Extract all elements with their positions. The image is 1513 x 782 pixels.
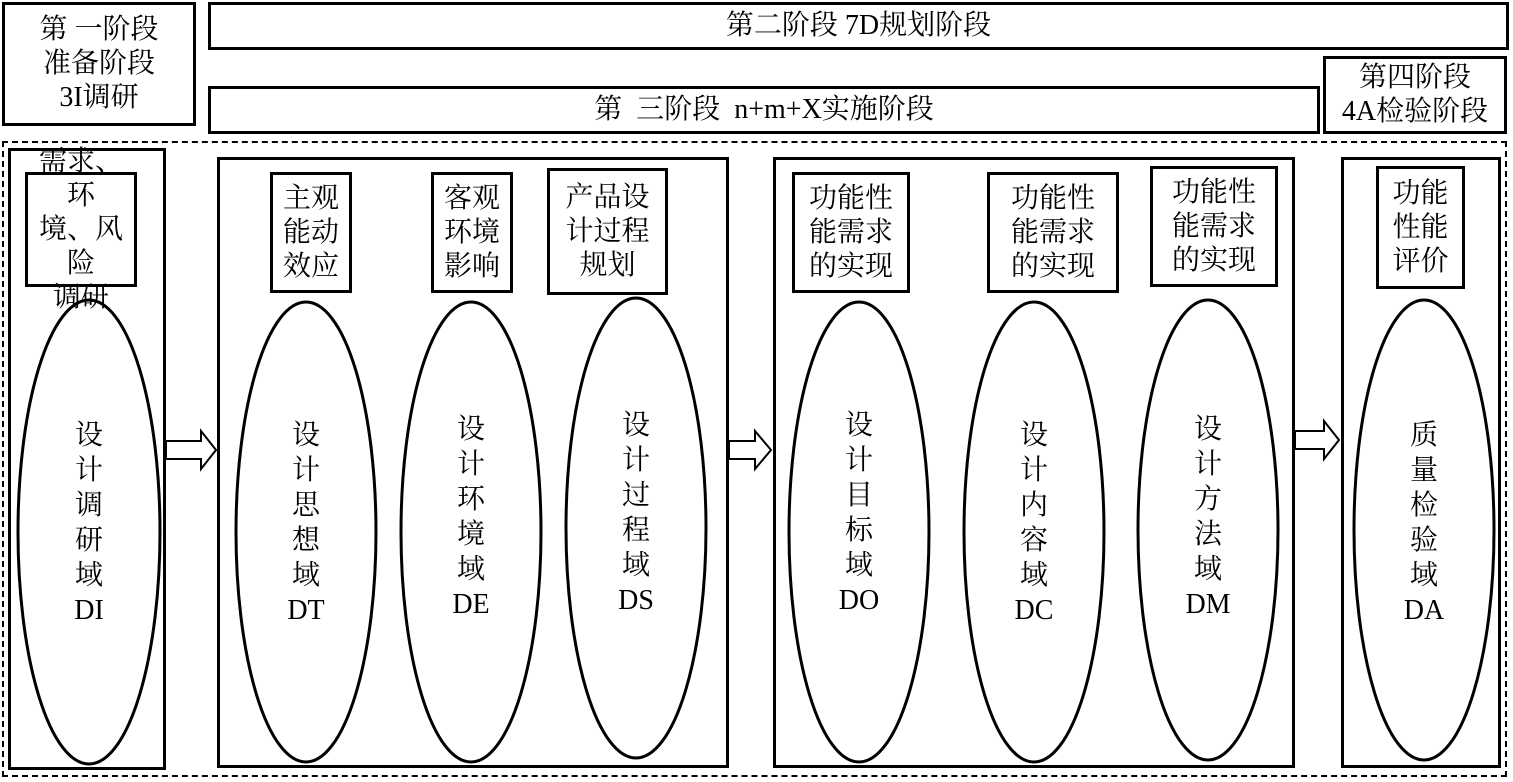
domain-da-char-3: 检 [1409,490,1438,521]
domain-do-char-4: 标 [844,515,873,546]
domain-dm-code: DM [1185,589,1231,620]
domain-dc-char-3: 内 [1019,490,1048,521]
domain-di-char-2: 计 [74,455,103,486]
label-di-line-3: 调研 [52,281,109,313]
domain-ds-char-2: 计 [621,445,650,476]
label-dc-line-1: 功能性 [1010,182,1095,214]
domain-de-code: DE [452,589,490,620]
domain-de-char-2: 计 [456,449,485,480]
label-de-line-3: 影响 [443,250,500,282]
arrow-dm-da [1295,421,1339,459]
stage1-line-2: 准备阶段 [42,48,155,79]
domain-di-char-1: 设 [74,420,103,451]
domain-dm-char-5: 域 [1193,554,1222,585]
domain-dt-char-2: 计 [291,455,320,486]
domain-dc-code: DC [1014,595,1054,626]
label-dc-line-2: 能需求 [1010,216,1095,248]
domain-ds-char-1: 设 [621,410,650,441]
label-da-line-3: 评价 [1392,245,1449,277]
domain-de-char-1: 设 [456,414,485,445]
label-dc-line-3: 的实现 [1010,250,1095,282]
domain-di-char-5: 域 [74,560,103,591]
domain-di [59,418,119,628]
domain-de-char-3: 环 [456,484,485,515]
label-ds-line-2: 计过程 [565,215,650,247]
label-da-line-1: 功能 [1392,177,1449,209]
domain-dt-char-4: 想 [291,525,320,556]
domain-do-char-2: 计 [844,445,873,476]
label-di-line-1: 需求、环 [38,145,123,211]
domain-dc [1004,418,1064,628]
domain-da-char-4: 验 [1409,525,1438,556]
domain-ds-char-5: 域 [621,550,650,581]
domain-do-char-5: 域 [844,550,873,581]
label-ds-line-1: 产品设 [565,181,650,213]
domain-di-code: DI [74,595,104,626]
domain-dm-char-3: 方 [1193,484,1222,515]
label-de-line-1: 客观 [443,182,500,214]
arrow-di-dt [166,431,216,469]
domain-dc-char-5: 域 [1019,560,1048,591]
domain-do-char-3: 目 [844,480,873,511]
domain-dt-char-5: 域 [291,560,320,591]
label-do-line-2: 能需求 [808,216,893,248]
domain-da-char-5: 域 [1409,560,1438,591]
domain-da-code: DA [1403,595,1445,626]
label-dt-line-1: 主观 [282,182,339,214]
arrow-ds-do [729,431,771,469]
domain-di-char-3: 调 [74,490,103,521]
stage1-line-3: 3I调研 [59,82,139,113]
domain-dt-char-1: 设 [291,420,320,451]
domain-dt [276,418,336,628]
domain-de-char-5: 域 [456,554,485,585]
domain-ds-char-3: 过 [621,480,650,511]
domain-de [441,412,501,622]
domain-dm-char-1: 设 [1193,414,1222,445]
domain-ds-char-4: 程 [621,515,650,546]
domain-do-code: DO [838,585,880,616]
label-dt-line-3: 效应 [282,250,339,282]
stage4-line-2: 4A检验阶段 [1341,96,1489,127]
domain-dm [1178,412,1238,622]
domain-dt-code: DT [287,595,325,626]
label-do-line-1: 功能性 [808,182,893,214]
domain-ds-code: DS [618,585,654,616]
label-ds-line-3: 规划 [579,249,636,281]
domain-di-char-4: 研 [74,525,103,556]
domain-ds [606,408,666,618]
domain-do-char-1: 设 [844,410,873,441]
label-do-line-3: 的实现 [808,250,893,282]
domain-de-char-4: 境 [456,519,485,550]
domain-da-char-1: 质 [1409,420,1438,451]
stage2-title: 第二阶段 7D规划阶段 [725,10,992,41]
domain-dc-char-2: 计 [1019,455,1048,486]
label-dm-line-2: 能需求 [1171,210,1256,242]
label-da-line-2: 性能 [1392,211,1449,243]
stage1-line-1: 第 一阶段 [39,14,159,45]
domain-da [1394,418,1454,628]
domain-dc-char-1: 设 [1019,420,1048,451]
label-dt-line-2: 能动 [282,216,339,248]
label-di-line-2: 境、风险 [38,213,123,279]
domain-dt-char-3: 思 [291,490,320,521]
stage4-line-1: 第四阶段 [1358,62,1471,93]
domain-da-char-2: 量 [1409,455,1438,486]
domain-dm-char-2: 计 [1193,449,1222,480]
domain-do [829,408,889,618]
domain-dc-char-4: 容 [1019,525,1048,556]
label-dm-line-3: 的实现 [1171,244,1256,276]
stage3-title: 第 三阶段 n+m+X实施阶段 [594,94,934,125]
domain-dm-char-4: 法 [1193,519,1222,550]
label-dm-line-1: 功能性 [1171,176,1256,208]
label-de-line-2: 环境 [443,216,500,248]
